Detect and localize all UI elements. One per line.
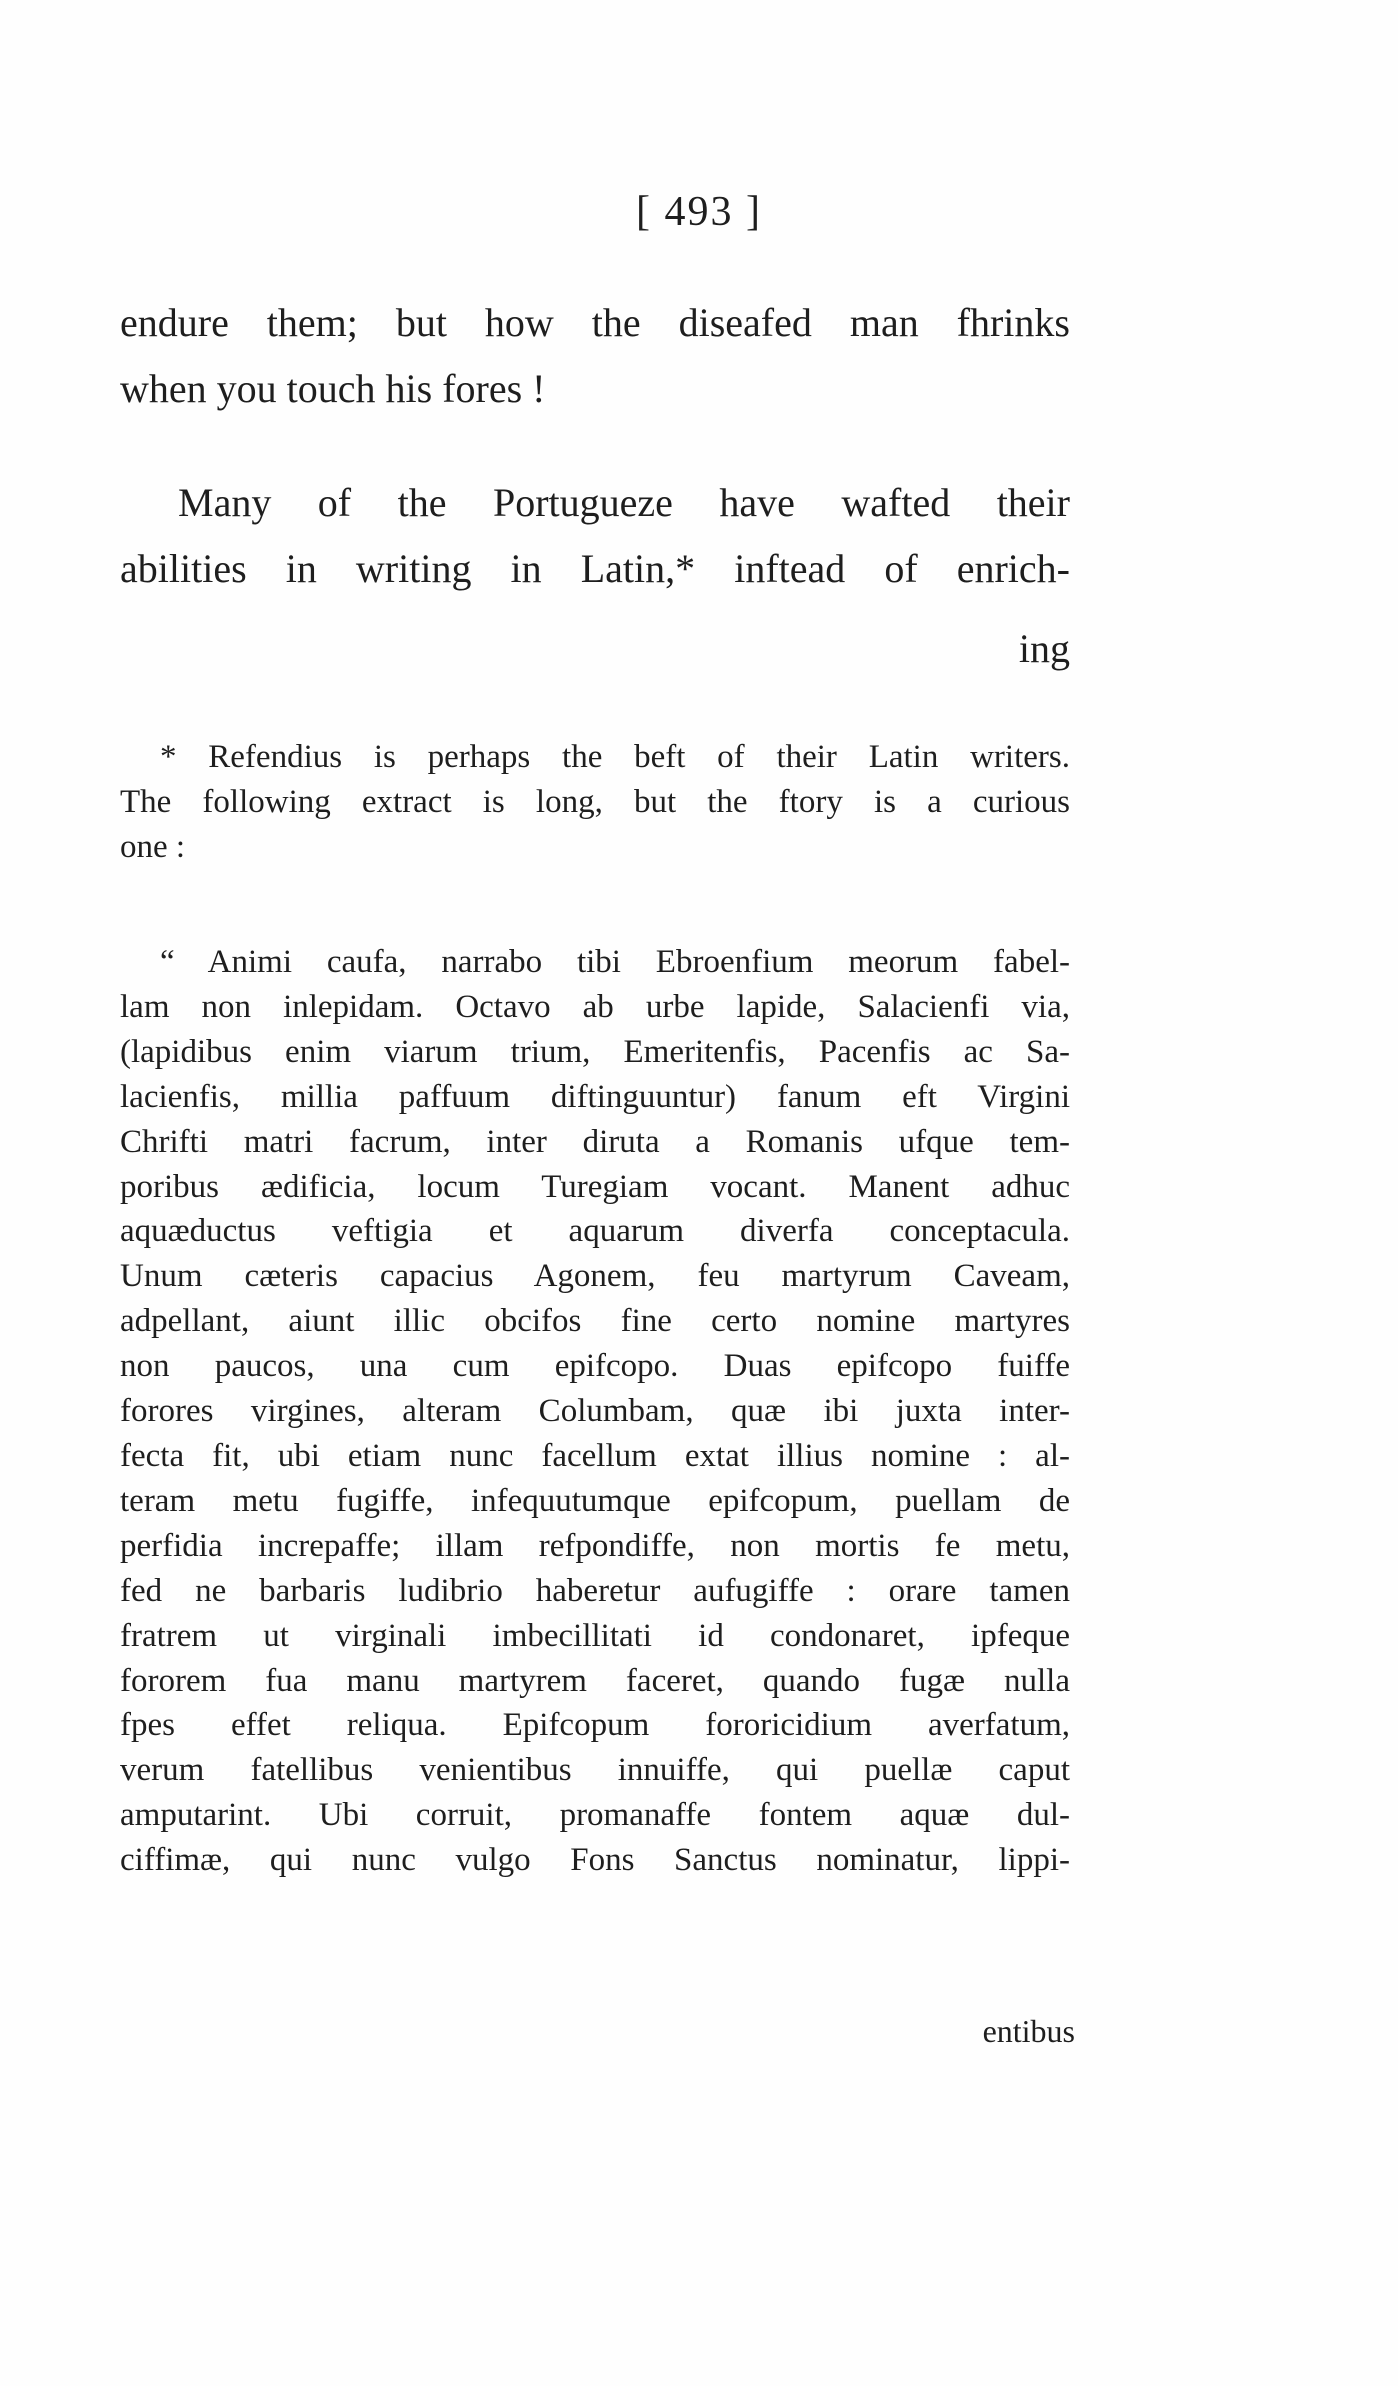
note-line: fed ne barbaris ludibrio haberetur aufugiffe : orare tamen [120,1572,1070,1609]
catchword: ing [1018,626,1070,671]
note-line: lam non inlepidam. Octavo ab urbe lapide, Salacienfi via, [120,988,1070,1025]
note-line: (lapidibus enim viarum trium, Emeritenfis, Pacenfis ac Sa- [120,1033,1070,1070]
note-line: ciffimæ, qui nunc vulgo Fons Sanctus nominatur, lippi- [120,1842,1070,1879]
note-line: non paucos, una cum epifcopo. Duas epifcopo fuiffe [120,1348,1070,1385]
note-line: “ Animi caufa, narrabo tibi Ebroenfium meorum fabel- [160,944,1070,980]
note-line: perfidia increpaffe; illam refpondiffe, non mortis fe metu, [120,1527,1070,1564]
footnote-intro [120,735,1070,870]
text-line: endure them; but how the diseafed man fhrinks [120,300,1070,345]
note-line: fecta fit, ubi etiam nunc facellum extat illius nomine : al- [120,1437,1070,1474]
note-line: forores virgines, alteram Columbam, quæ ibi juxta inter- [120,1393,1070,1430]
note-line: fratrem ut virginali imbecillitati id condonaret, ipfeque [120,1617,1070,1654]
text-line: Many of the Portugueze have wafted their [178,480,1070,525]
text-line: when you touch his fores ! [120,366,546,411]
note-line: fororem fua manu martyrem faceret, quando fugæ nulla [120,1662,1070,1699]
note-line: Chrifti matri facrum, inter diruta a Romanis ufque tem- [120,1123,1070,1160]
note-line: one : [120,828,186,865]
text-line: abilities in writing in Latin,* inftead of enrich- [120,546,1070,591]
main-paragraph-2 [120,470,1070,602]
main-paragraph-1 [120,290,1070,422]
note-line: Unum cæteris capacius Agonem, feu martyrum Caveam, [120,1258,1070,1295]
note-line: aquæductus veftigia et aquarum diverfa conceptacula. [120,1213,1070,1250]
note-line: fpes effet reliqua. Epifcopum fororicidium averfatum, [120,1707,1070,1744]
note-line: adpellant, aiunt illic obcifos fine certo nomine martyres [120,1303,1070,1340]
note-line: amputarint. Ubi corruit, promanaffe fontem aquæ dul- [120,1797,1070,1834]
note-line: verum fatellibus venientibus innuiffe, qui puellæ caput [120,1752,1070,1789]
footnote-catchword: entibus [982,2013,1075,2049]
note-line: poribus ædificia, locum Turegiam vocant. Manent adhuc [120,1168,1070,1205]
footnote-quote [120,940,1070,1883]
note-line: teram metu fugiffe, infequutumque epifcopum, puellam de [120,1482,1070,1519]
note-line: The following extract is long, but the ftory is a curious [120,783,1070,820]
note-line: * Refendius is perhaps the beft of their Latin writers. [160,739,1070,775]
note-line: lacienfis, millia paffuum diftinguuntur) fanum eft Virgini [120,1078,1070,1115]
page-number: [ 493 ] [636,189,762,235]
